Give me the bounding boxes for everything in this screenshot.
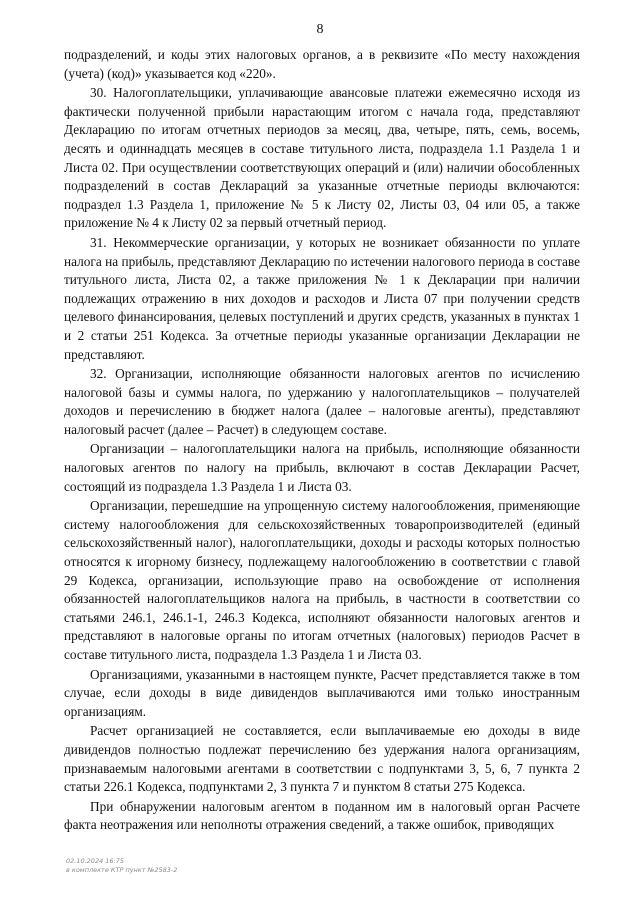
paragraph-special-regimes: Организации, перешедшие на упрощенную систему налогообложения, применяющие систему налогообложения для сельскохозяйственных товаропроизводителей (единый сельскохозяйственный налог), налогоплательщики, доходы и расходы которых полностью относятся к игорному бизнесу, подлежащему налогообложению в соответствии с главой 29 Кодекса, организации, использующие право на освобождение от исполнения обязанностей налогоплательщиков налога на прибыль, в частности в соответствии со статьями 246.1, 246.1-1, 246.3 Кодекса, исполняют обязанности налоговых агентов и представляют в налоговые органы по итогам отчетных (налоговых) периодов Расчет в составе титульного листа, подраздела 1.3 Раздела 1 и Листа 03. [64, 498, 580, 662]
footer-stamp [66, 857, 177, 875]
paragraph-item-30: 30. Налогоплательщики, уплачивающие авансовые платежи ежемесячно исходя из фактически полученной прибыли нарастающим итогом с начала года, представляют Декларацию по итогам отчетных периодов за месяц, два, четыре, пять, семь, восемь, десять и одиннадцать месяцев в составе титульного листа, подраздела 1.1 Раздела 1 и Листа 02. При осуществлении соответствующих операций и (или) наличии обособленных подразделений в состав Деклараций за указанные отчетные периоды включаются: подраздел 1.3 Раздела 1, приложение № 5 к Листу 02, Листы 03, 04 или 05, а также приложение № 4 к Листу 02 за первый отчетный период. [64, 85, 580, 231]
paragraph-errors: При обнаружении налоговым агентом в поданном им в налоговый орган Расчете факта неотражения или неполноты отражения сведений, а также ошибок, приводящих [64, 798, 580, 833]
paragraph-item-32: 32. Организации, исполняющие обязанности налоговых агентов по исчислению налоговой базы и суммы налога, по удержанию у налогоплательщиков – получателей доходов и перечислению в бюджет налога (далее – налоговые агенты), представляют налоговый расчет (далее – Расчет) в следующем составе. [64, 366, 580, 437]
footer-line-2: в комплекте КТР пункт №2583-2 [66, 866, 178, 874]
document-body [64, 46, 580, 836]
paragraph-taxpayer-agents: Организации – налогоплательщики налога на прибыль, исполняющие обязанности налоговых агентов по налогу на прибыль, включают в состав Декларации Расчет, состоящий из подраздела 1.3 Раздела 1 и Листа 03. [64, 441, 580, 494]
footer-line-1: 02.10.2024 16:75 [66, 857, 125, 865]
page-number: 8 [316, 22, 324, 37]
paragraph-continuation: подразделений, и коды этих налоговых органов, а в реквизите «По месту нахождения (учета) (код)» указывается код «220». [64, 47, 580, 81]
paragraph-item-31: 31. Некоммерческие организации, у которых не возникает обязанности по уплате налога на прибыль, представляют Декларацию по истечении налогового периода в составе титульного листа, Листа 02, а также приложения № 1 к Декларации при наличии подлежащих отражению в них доходов и расходов и Листа 07 при получении средств целевого финансирования, целевых поступлений и других средств, указанных в пунктах 1 и 2 статьи 251 Кодекса. За отчетные периоды указанные организации Декларации не представляют. [64, 234, 580, 362]
paragraph-foreign-dividends: Организациями, указанными в настоящем пункте, Расчет представляется также в том случае, если доходы в виде дивидендов выплачиваются ими только иностранным организациям. [64, 666, 580, 719]
paragraph-no-calculation: Расчет организацией не составляется, если выплачиваемые ею доходы в виде дивидендов полностью подлежат перечислению без удержания налога организациям, признаваемым налоговыми агентами в соответствии с подпунктами 3, 5, 6, 7 пункта 2 статьи 226.1 Кодекса, подпунктами 2, 3 пункта 7 и пунктом 8 статьи 275 Кодекса. [64, 723, 580, 795]
